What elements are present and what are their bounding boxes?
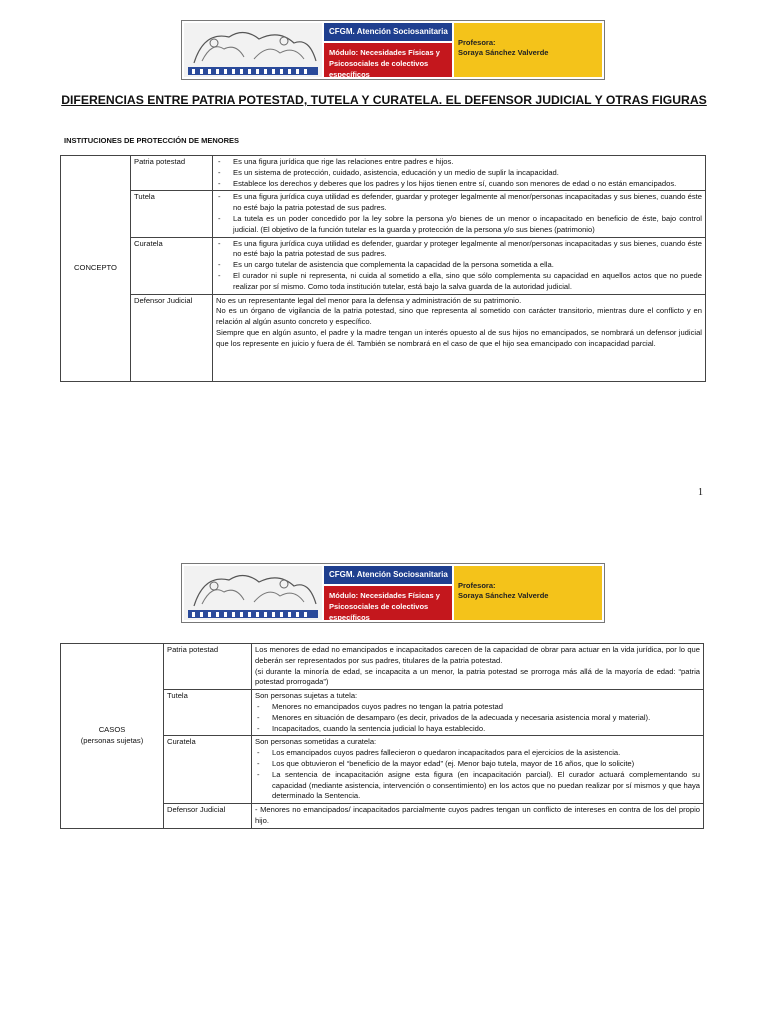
course-header <box>181 20 605 80</box>
list-item: - El curador ni suple ni representa, ni cuida al sometido a ella, sino que sólo complementa su capacidad en aquellos actos que no puede realizar por sí mismo. Como toda institución tutelar, está bajo la salva guarda de la autoridad judicial. <box>218 270 702 291</box>
row-label: Patria potestad <box>131 156 213 191</box>
section-subtitle: INSTITUCIONES DE PROTECCIÓN DE MENORES <box>64 136 240 145</box>
paragraph: No es un órgano de vigilancia de la patria potestad, sino que representa al sometido con carácter transitorio, mientras dure el conflicto y en relación al algún asunto concreto y específico. <box>216 306 702 327</box>
row-content <box>252 736 704 804</box>
list-item: - Los emancipados cuyos padres fallecieron o quedaron incapacitados para el ejercicios de la asistencia. <box>257 748 621 758</box>
table-row <box>61 156 706 191</box>
row-content <box>213 237 706 294</box>
list-item: - La tutela es un poder concedido por la ley sobre la persona y/o bienes de un menor o incapacitado en beneficio de éste, bajo control judicial. (El objetivo de la función tutelar es la guarda y protección de la persona y/o sus bienes (patrimonio) <box>218 213 702 234</box>
row-content <box>213 156 706 191</box>
list-intro: Son personas sometidas a curatela: <box>255 737 377 747</box>
table-row <box>61 237 706 294</box>
category-label: CASOS <box>98 725 126 735</box>
module-line-1: Módulo: Necesidades Físicas y <box>329 591 440 600</box>
row-label: Curatela <box>164 736 252 804</box>
category-sublabel: (personas sujetas) <box>80 735 144 745</box>
paragraph: Siempre que en algún asunto, el padre y la madre tengan un interés opuesto al de sus hijos no emancipados, se nombrará un defensor judicial que los represente en juicio y fuera de él. También se nombrará en el caso de que el hijo sea emancipado con incapacidad parcial. <box>216 327 702 348</box>
teacher-label: Profesora: <box>458 581 496 590</box>
list-item: - Menores en situación de desamparo (es decir, privados de la adecuada y necesaria asistencia moral y material). <box>257 712 651 722</box>
row-label: Defensor Judicial <box>164 804 252 829</box>
list-intro: Son personas sujetas a tutela: <box>255 691 358 701</box>
school-logo <box>184 23 322 77</box>
paragraph: Los menores de edad no emancipados e incapacitados carecen de la capacidad de obrar para actuar en la vida jurídica, por lo que deberán ser representados por sus padres, titulares de la patria potestad. <box>255 645 700 665</box>
table-row <box>61 191 706 237</box>
course-header <box>181 563 605 623</box>
casos-category <box>61 644 164 829</box>
list-item: - La sentencia de incapacitación asigne esta figura (en incapacitación parcial). El curador actuará complementando su capacidad (mediante asistencia, intervención o consentimiento) en los actos que no puedan realizar por sí mismos y que haya determinado la Sentencia. <box>257 769 700 801</box>
course-banner: CFGM. Atención Sociosanitaria <box>324 23 452 41</box>
paragraph: - Menores no emancipados/ incapacitados parcialmente cuyos padres tengan un conflicto de intereses en contra de los del propio hijo. <box>255 805 700 825</box>
module-banner <box>324 43 452 77</box>
paragraph: No es un representante legal del menor para la defensa y administración de su patrimonio. <box>216 295 522 305</box>
module-line-1: Módulo: Necesidades Físicas y <box>329 48 440 57</box>
table-row <box>61 294 706 381</box>
list-item: - Es una figura jurídica cuya utilidad es defender, guardar y proteger legalmente al menor/personas incapacitadas y sus bienes, cuando éste no esté bajo la patria potestad de sus padres. <box>218 238 702 259</box>
teacher-banner <box>454 566 602 620</box>
document-title: DIFERENCIAS ENTRE PATRIA POTESTAD, TUTELA Y CURATELA. EL DEFENSOR JUDICIAL Y OTRAS FIGURAS <box>61 93 707 107</box>
module-line-2: Psicosociales de colectivos específicos <box>329 602 429 622</box>
paragraph: (si durante la minoría de edad, se incapacita a un menor, la patria potestad se prorroga más allá de la mayoría de edad: “patria potestad prorrogada”) <box>255 666 700 687</box>
list-item: - Incapacitados, cuando la sentencia judicial lo haya establecido. <box>257 723 486 733</box>
list-item: - Menores no emancipados cuyos padres no tengan la patria potestad <box>257 701 503 711</box>
table-row <box>61 644 704 690</box>
list-item: - Es un cargo tutelar de asistencia que complementa la capacidad de la persona sometida a ella. <box>218 260 554 270</box>
row-label: Tutela <box>131 191 213 237</box>
teacher-name: Soraya Sánchez Valverde <box>458 591 549 600</box>
list-item: - Los que obtuvieron el “beneficio de la mayor edad” (ej. Menor bajo tutela, mayor de 16 años, que lo solicite) <box>257 758 635 768</box>
row-content <box>252 690 704 736</box>
teacher-banner <box>454 23 602 77</box>
concepto-category: CONCEPTO <box>61 156 131 382</box>
list-item: - Es una figura jurídica cuya utilidad es defender, guardar y proteger legalmente al menor/personas incapacitadas y sus bienes, cuando éste no esté bajo la patria potestad de sus padres. <box>218 192 702 213</box>
course-banner: CFGM. Atención Sociosanitaria <box>324 566 452 584</box>
row-label: Defensor Judicial <box>131 294 213 381</box>
module-line-2: Psicosociales de colectivos específicos <box>329 59 429 79</box>
school-logo <box>184 566 322 620</box>
casos-table <box>60 643 704 829</box>
row-content <box>213 191 706 237</box>
concepto-table <box>60 155 706 382</box>
row-label: Curatela <box>131 237 213 294</box>
teacher-label: Profesora: <box>458 38 496 47</box>
teacher-name: Soraya Sánchez Valverde <box>458 48 549 57</box>
row-label: Patria potestad <box>164 644 252 690</box>
list-item: - Es un sistema de protección, cuidado, asistencia, educación y un medio de suplir la incapacidad. <box>218 167 559 177</box>
row-content <box>213 294 706 381</box>
list-item: - Es una figura jurídica que rige las relaciones entre padres e hijos. <box>218 157 454 166</box>
page-number: 1 <box>698 487 703 498</box>
row-content <box>252 644 704 690</box>
row-content <box>252 804 704 829</box>
module-banner <box>324 586 452 620</box>
row-label: Tutela <box>164 690 252 736</box>
list-item: - Establece los derechos y deberes que los padres y los hijos tienen entre sí, cuando son menores de edad o no están emancipados. <box>218 178 677 188</box>
